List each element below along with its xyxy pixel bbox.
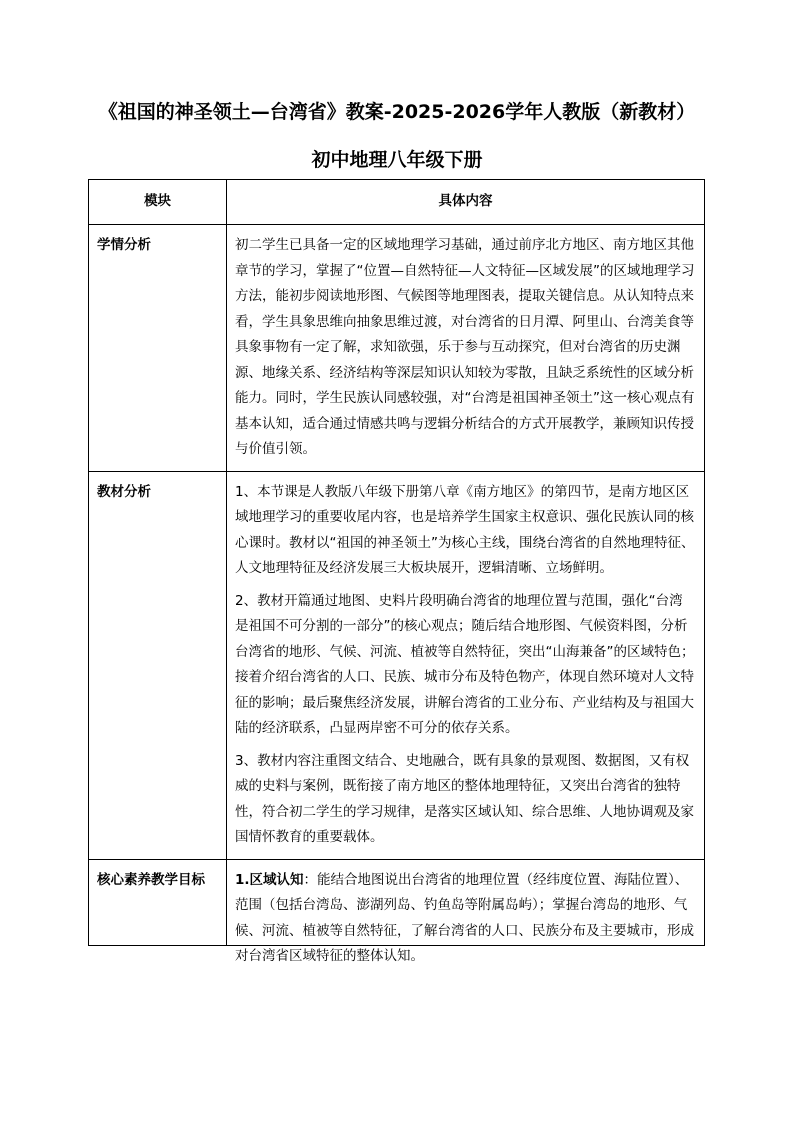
table-row-learner-analysis [89,225,705,472]
content-cell [227,225,705,472]
module-cell: 学情分析 [89,225,227,472]
table-row-core-literacy-objectives [89,859,705,945]
content-cell [227,471,705,859]
table-row-textbook-analysis [89,471,705,859]
objective-lead: 1.区域认知 [235,871,304,888]
document-title: 《祖国的神圣领土—台湾省》教案-2025-2026学年人教版（新教材）初中地理八年级下册 [98,101,696,171]
module-column-header: 模块 [89,180,227,225]
content-clip [235,868,696,964]
module-cell: 核心素养教学目标 [89,859,227,945]
content-paragraph: 初二学生已具备一定的区域地理学习基础，通过前序北方地区、南方地区其他章节的学习，掌握了“位置—自然特征—人文特征—区域发展”的区域地理学习方法，能初步阅读地形图、气候图等地理图表，提取关键信息。从认知特点来看，学生具象思维向抽象思维过渡，对台湾省的日月潭、阿里山、台湾美食等具象事物有一定了解，求知欲强，乐于参与互动探究，但对台湾省的历史渊源、地缘关系、经济结构等深层知识认知较为零散，且缺乏系统性的区域分析能力。同时，学生民族认同感较强，对“台湾是祖国神圣领土”这一核心观点有基本认知，适合通过情感共鸣与逻辑分析结合的方式开展教学，兼顾知识传授与价值引领。 [235,237,695,457]
objective-text: ：能结合地图说出台湾省的地理位置（经纬度位置、海陆位置）、范围（包括台湾岛、澎湖列岛、钓鱼岛等附属岛屿）；掌握台湾岛的地形、气候、河流、植被等自然特征，了解台湾省的人口、民族分布及主要城市，形成对台湾省区域特征的整体认知。 [235,871,694,964]
table-header-row [89,180,705,225]
lesson-plan-table [88,179,705,964]
module-cell: 教材分析 [89,471,227,859]
content-column-header: 具体内容 [227,180,705,225]
content-paragraph: 1、本节课是人教版八年级下册第八章《南方地区》的第四节，是南方地区区域地理学习的重要收尾内容，也是培养学生国家主权意识、强化民族认同的核心课时。教材以“祖国的神圣领土”为核心主线，围绕台湾省的自然地理特征、人文地理特征及经济发展三大板块展开，逻辑清晰、立场鲜明。 [235,483,695,576]
content-paragraph: 3、教材内容注重图文结合、史地融合，既有具象的景观图、数据图，又有权威的史料与案例，既衔接了南方地区的整体地理特征，又突出台湾省的独特性，符合初二学生的学习规律，是落实区域认知、综合思维、人地协调观及家国情怀教育的重要载体。 [235,752,694,845]
content-paragraph [235,868,696,970]
content-cell [227,859,705,964]
content-paragraph: 2、教材开篇通过地图、史料片段明确台湾省的地理位置与范围，强化“台湾是祖国不可分割的一部分”的核心观点；随后结合地形图、气候资料图，分析台湾省的地形、气候、河流、植被等自然特征，突出“山海兼备”的区域特色；接着介绍台湾省的人口、民族、城市分布及特色物产，体现自然环境对人文特征的影响；最后聚焦经济发展，讲解台湾省的工业分布、产业结构及与祖国大陆的经济联系，凸显两岸密不可分的依存关系。 [235,592,695,736]
